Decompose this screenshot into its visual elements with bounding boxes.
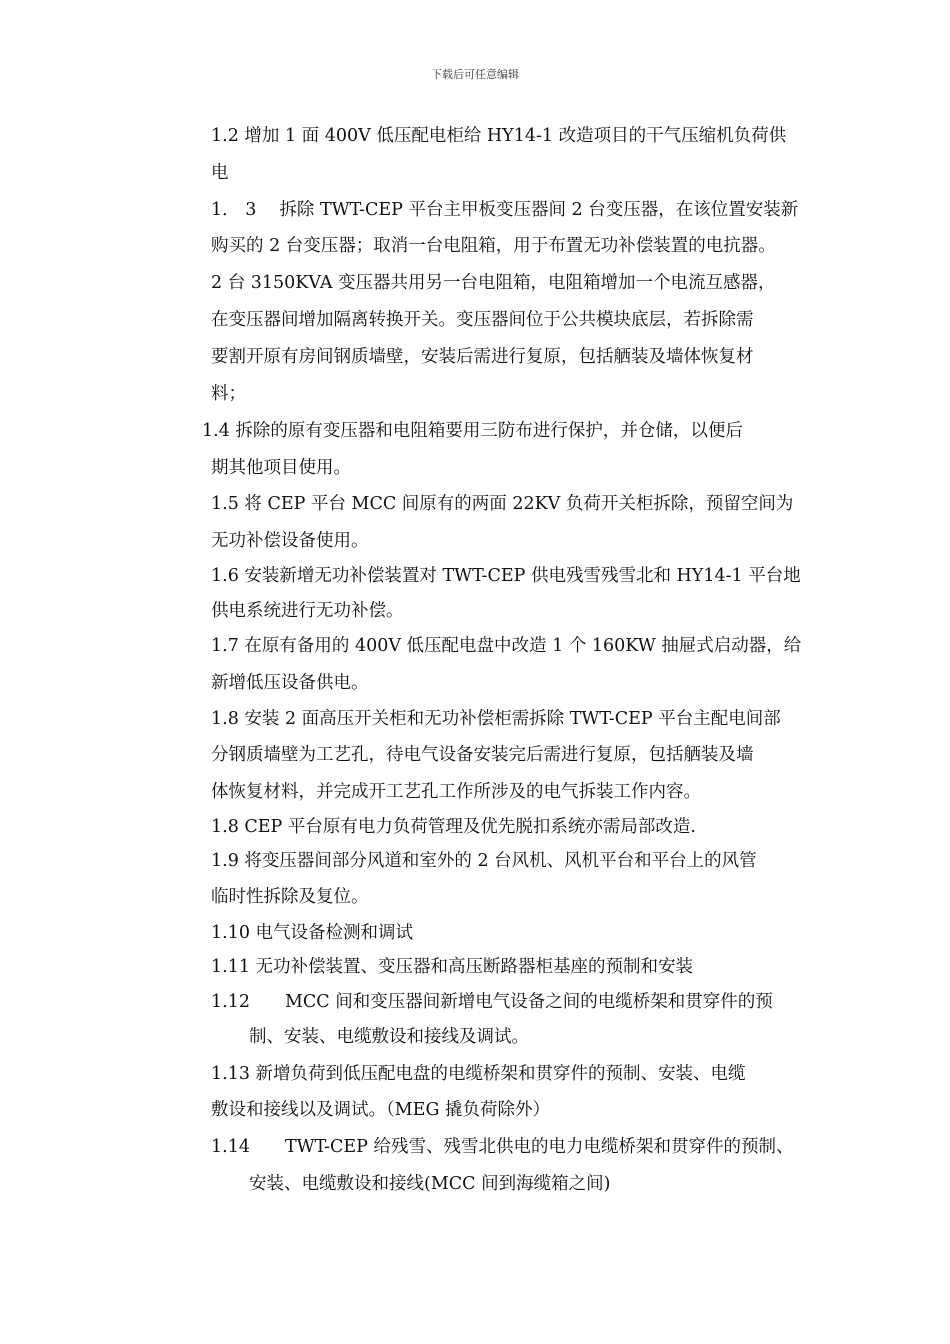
text-line: 1.10 电气设备检测和调试 [211, 923, 414, 943]
text-line: 1.6 安装新增无功补偿装置对 TWT-CEP 供电残雪残雪北和 HY14-1 平台地 [211, 566, 801, 586]
text-line: 分钢质墙壁为工艺孔，待电气设备安装完后需进行复原，包括舾装及墙 [211, 745, 754, 765]
text-line: 敷设和接线以及调试。（MEG 撬负荷除外） [211, 1100, 550, 1120]
text-line: 体恢复材料，并完成开工艺孔工作所涉及的电气拆装工作内容。 [211, 782, 701, 802]
text-line: 安装、电缆敷设和接线(MCC 间到海缆箱之间) [249, 1174, 611, 1194]
text-line: 购买的 2 台变压器；取消一台电阻箱，用于布置无功补偿装置的电抗器。 [211, 236, 776, 256]
text-line: 1.8 安装 2 面高压开关柜和无功补偿柜需拆除 TWT-CEP 平台主配电间部 [211, 709, 781, 729]
text-line: 电 [211, 163, 229, 183]
text-line: 在变压器间增加隔离转换开关。变压器间位于公共模块底层，若拆除需 [211, 310, 754, 330]
text-line: 1.5 将 CEP 平台 MCC 间原有的两面 22KV 负荷开关柜拆除，预留空间为 [211, 494, 794, 514]
text-line: 要割开原有房间钢质墙壁，安装后需进行复原，包括舾装及墙体恢复材 [211, 347, 754, 367]
text-line: 1.2 增加 1 面 400V 低压配电柜给 HY14-1 改造项目的干气压缩机负荷供 [211, 126, 787, 146]
text-line: 供电系统进行无功补偿。 [211, 601, 404, 621]
text-line: 临时性拆除及复位。 [211, 887, 369, 907]
text-line: 新增低压设备供电。 [211, 673, 369, 693]
text-line: 料； [211, 384, 246, 404]
page-header: 下载后可任意编辑 [431, 68, 519, 81]
text-line: 1.12 MCC 间和变压器间新增电气设备之间的电缆桥架和贯穿件的预 [211, 992, 773, 1012]
text-line: 1.14 TWT-CEP 给残雪、残雪北供电的电力电缆桥架和贯穿件的预制、 [211, 1137, 794, 1157]
text-line: 1.9 将变压器间部分风道和室外的 2 台风机、风机平台和平台上的风管 [211, 851, 757, 871]
text-line: 1.8 CEP 平台原有电力负荷管理及优先脱扣系统亦需局部改造. [211, 817, 696, 837]
text-line: 制、安装、电缆敷设和接线及调试。 [249, 1027, 529, 1047]
text-line: 1.4 拆除的原有变压器和电阻箱要用三防布进行保护，并仓储，以便后 [202, 421, 743, 441]
text-line: 1.11 无功补偿装置、变压器和高压断路器柜基座的预制和安装 [211, 957, 694, 977]
text-line: 1． 3 拆除 TWT-CEP 平台主甲板变压器间 2 台变压器，在该位置安装新 [211, 200, 799, 220]
text-line: 无功补偿设备使用。 [211, 531, 369, 551]
text-line: 1.13 新增负荷到低压配电盘的电缆桥架和贯穿件的预制、安装、电缆 [211, 1064, 746, 1084]
text-line: 期其他项目使用。 [211, 458, 351, 478]
text-line: 1.7 在原有备用的 400V 低压配电盘中改造 1 个 160KW 抽屉式启动器，给 [211, 636, 802, 656]
text-line: 2 台 3150KVA 变压器共用另一台电阻箱，电阻箱增加一个电流互感器， [211, 273, 776, 293]
